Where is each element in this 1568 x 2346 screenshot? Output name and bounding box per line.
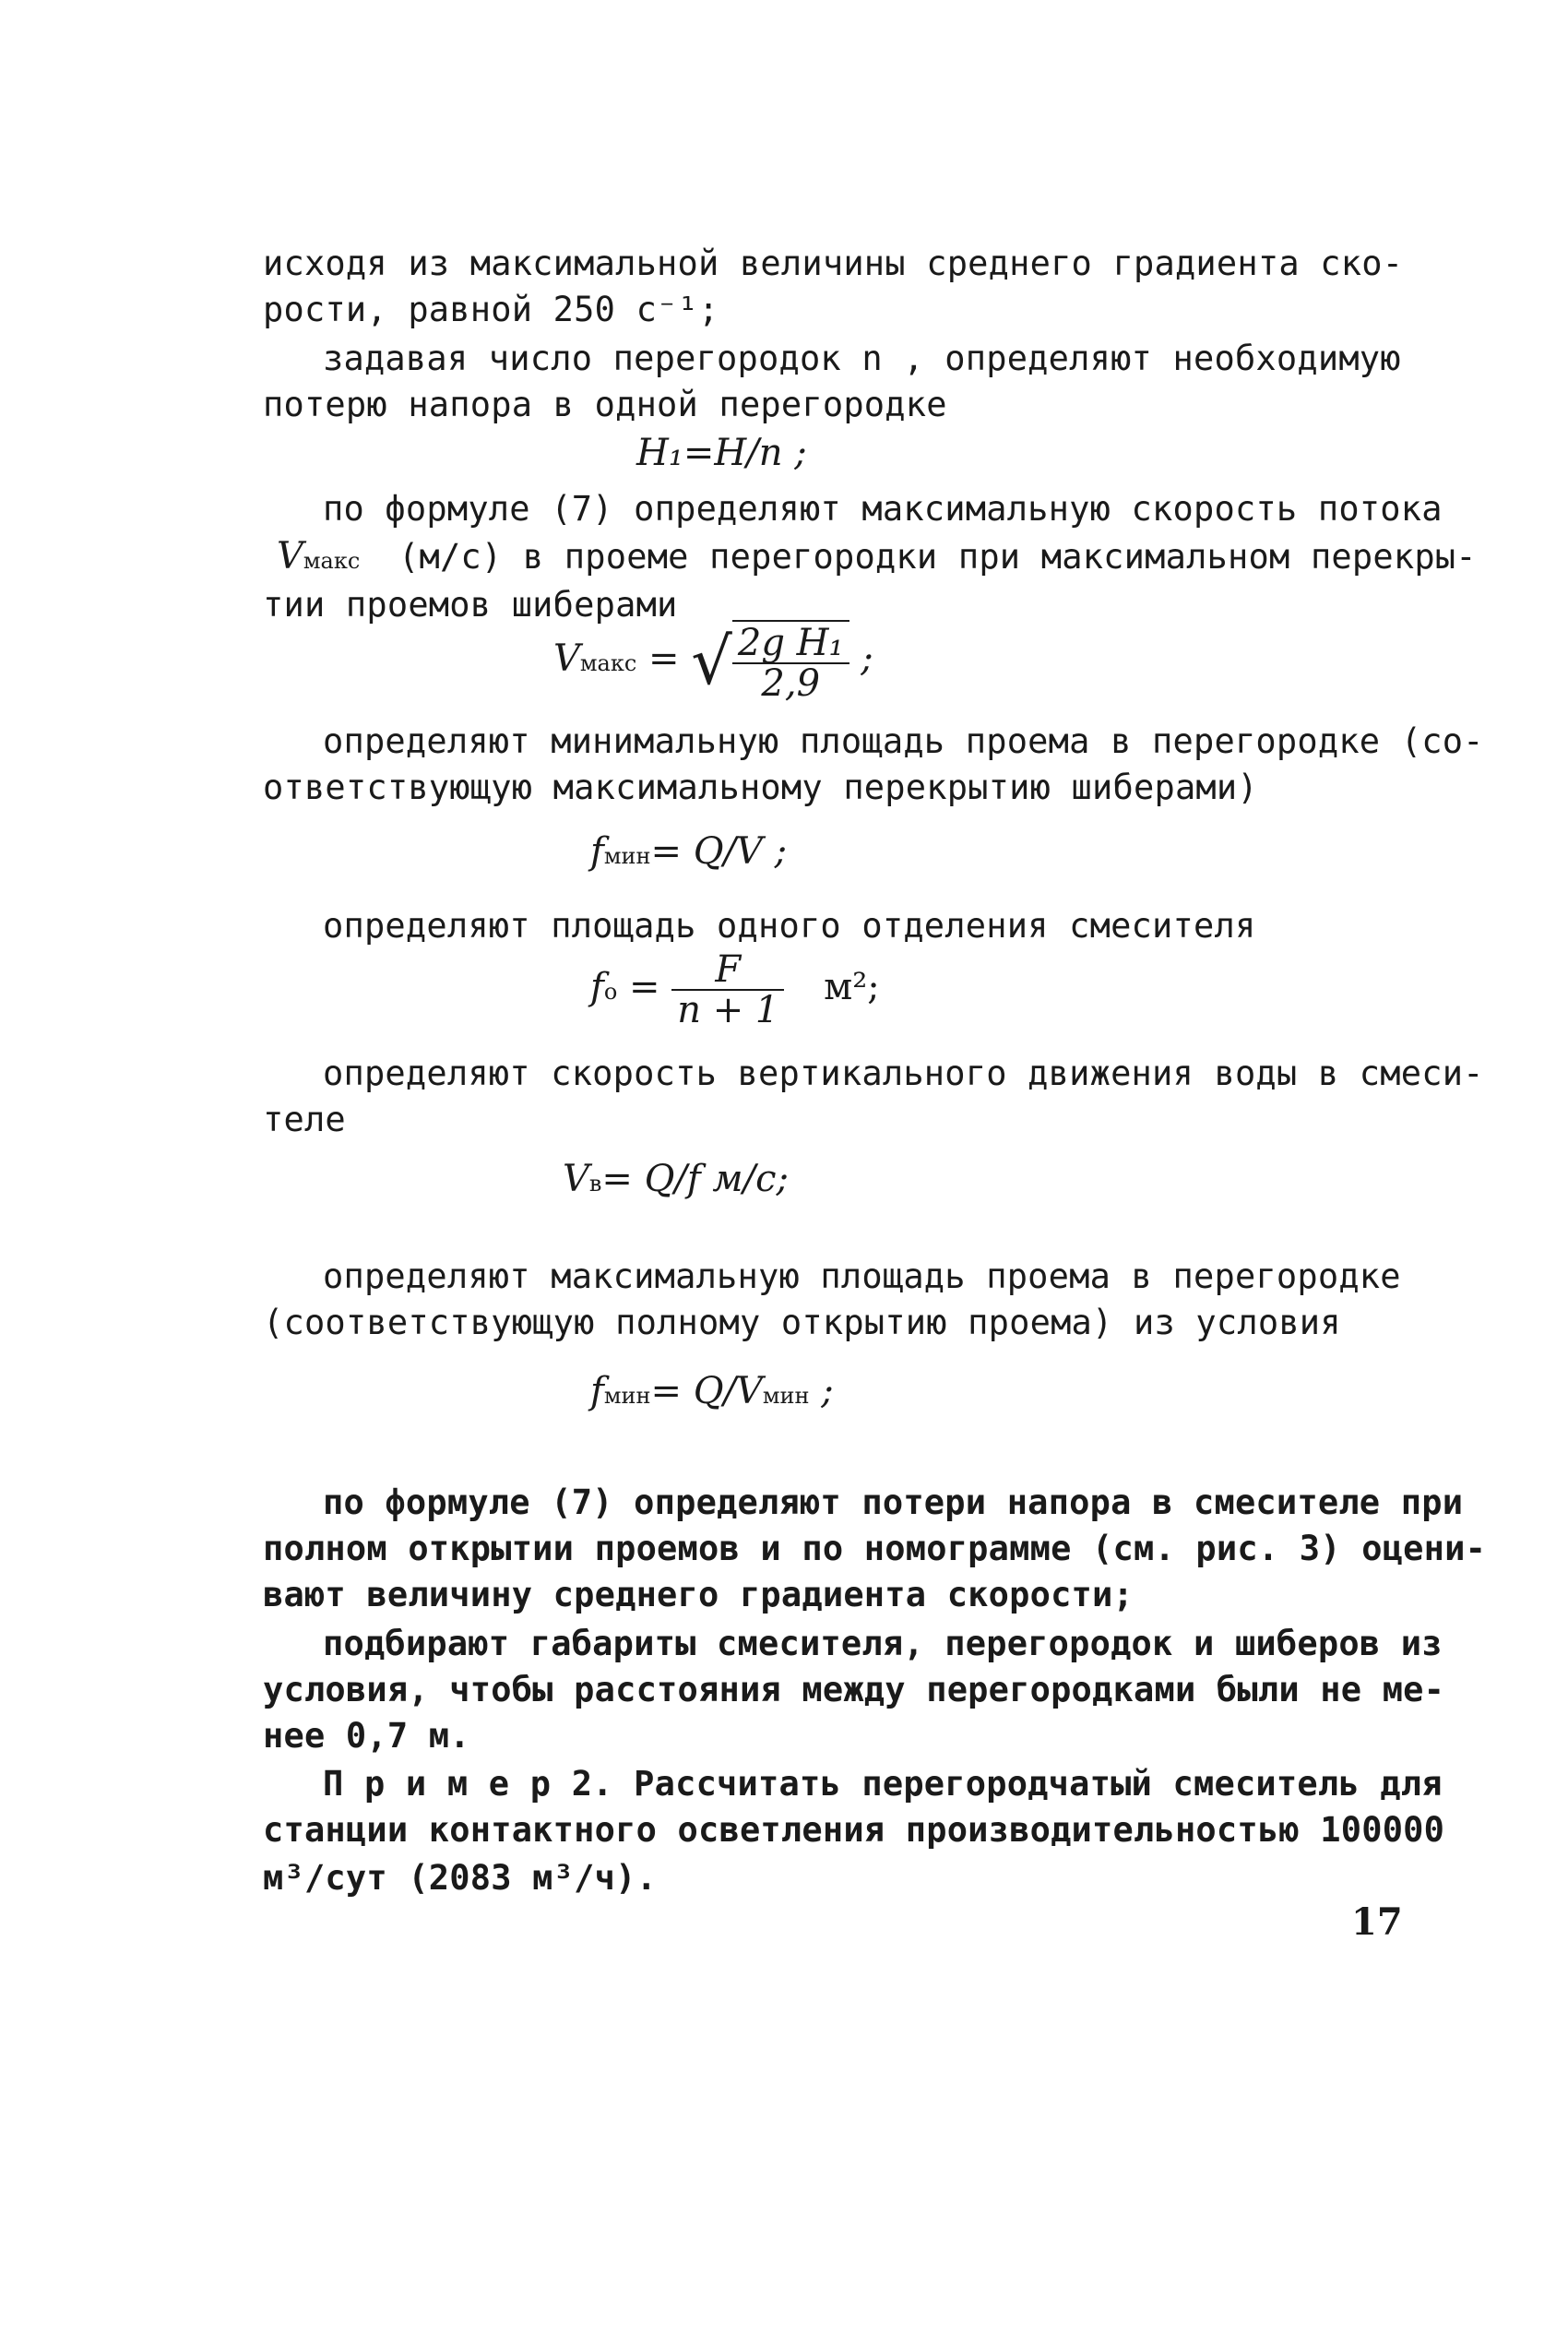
text-line: подбирают габариты смесителя, перегородок и шиберов из (323, 1624, 1443, 1663)
text-line: (м/с) в проеме перегородки при максимальном перекры- (398, 537, 1477, 577)
example-heading-line: П р и м е р 2. Рассчитать перегородчатый смеситель для (323, 1764, 1443, 1804)
text-line: задавая число перегородок n , определяют необходимую (323, 339, 1401, 378)
text-line: потерю напора в одной перегородке (263, 385, 947, 424)
text-line: по формуле (7) определяют потери напора в смесителе при (323, 1483, 1464, 1522)
page-number: 17 (1351, 1900, 1403, 1944)
text-line: определяют площадь одного отделения смесителя (323, 906, 1256, 946)
text-line: по формуле (7) определяют максимальную скорость потока (323, 489, 1443, 529)
text-line: определяют скорость вертикального движения воды в смеси- (323, 1054, 1484, 1093)
text-line: определяют минимальную площадь проема в перегородке (со- (323, 721, 1484, 761)
text-line: тии проемов шиберами (263, 585, 678, 625)
text-line: (соответствующую полному открытию проема) из условия (263, 1303, 1341, 1342)
text-line: вают величину среднего градиента скорости; (263, 1575, 1134, 1614)
formula-fmin-1: fмин= Q/V ; (590, 830, 788, 873)
text-line: ответствующую максимальному перекрытию шиберами) (263, 768, 1258, 807)
formula-h1: H₁=H/n ; (636, 432, 807, 474)
text-line: условия, чтобы расстояния между перегородками были не ме- (263, 1670, 1445, 1709)
formula-vmax: Vмакс = √ $\frac{\text{2g H₁}}{2,9}$ ; (553, 622, 873, 705)
text-line: нее 0,7 м. (263, 1716, 470, 1756)
text-line: полном открытии проемов и по номограмме (см. рис. 3) оцени- (263, 1529, 1487, 1568)
formula-vv: Vв= Q/f м/с; (563, 1158, 789, 1200)
text-line: исходя из максимальной величины среднего градиента ско- (263, 244, 1404, 283)
text-line: определяют максимальную площадь проема в перегородке (323, 1256, 1401, 1296)
text-line: станции контактного осветления производительностью 100000 (263, 1810, 1445, 1850)
formula-vmax-inline: Vмакс (277, 535, 361, 578)
formula-fmin-2: fмин= Q/Vмин ; (590, 1370, 834, 1412)
text-line: рости, равной 250 с⁻¹; (263, 290, 719, 329)
text-line: м³/сут (2083 м³/ч). (263, 1858, 658, 1898)
text-line: теле (263, 1100, 346, 1139)
formula-fo: fo = $\frac{F}{n + 1}$ м²; (590, 948, 880, 1031)
